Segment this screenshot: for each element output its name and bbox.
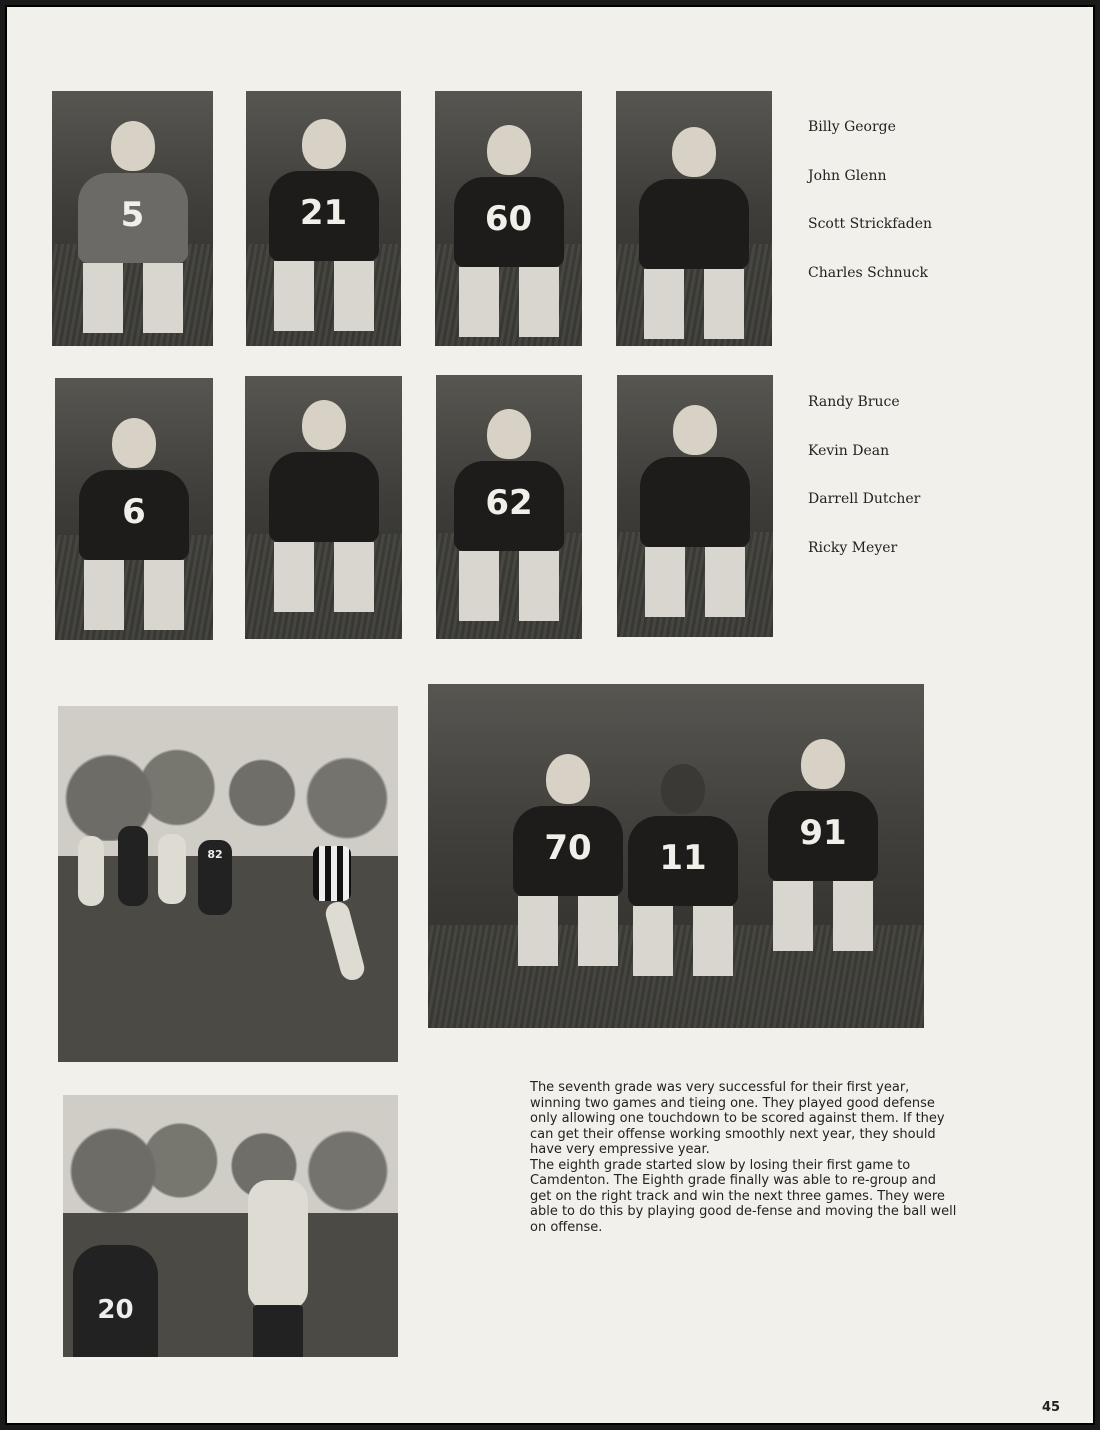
player-name: Kevin Dean (808, 442, 890, 459)
player-photo (245, 376, 402, 639)
player-name: Charles Schnuck (808, 264, 928, 281)
player-photo (436, 375, 582, 639)
player-photo (55, 378, 213, 640)
game-action-photo (58, 706, 398, 1062)
player-name: John Glenn (808, 167, 887, 184)
name-list (808, 117, 1008, 311)
jersey-number: 82 (207, 848, 223, 861)
jersey-number: 11 (659, 838, 707, 878)
player-photo (52, 91, 213, 346)
player-photo (617, 375, 773, 637)
jersey-number: 5 (120, 195, 145, 235)
jersey-number: 70 (544, 828, 592, 868)
sideline-photo (63, 1095, 398, 1357)
jersey-number: 21 (299, 193, 348, 233)
jersey-number: 60 (484, 199, 533, 239)
page-number: 45 (1042, 1400, 1061, 1415)
paragraph-eighth-grade: The eighth grade started slow by losing their first game to Camdenton. The Eighth grade finally was able to re-group and get on the right track and win the next three games. They were able to do this by playing good de-fense and moving the ball well on offense. (530, 1157, 957, 1235)
player-name: Billy George (808, 119, 896, 135)
player-photo (246, 91, 401, 346)
name-list (808, 392, 1008, 586)
paragraph-seventh-grade: The seventh grade was very successful for their first year, winning two games and tieing one. They played good defense only allowing one touchdown to be scored against them. If they can get their offense working smoothly next year, they should have very empressive year. (530, 1080, 945, 1157)
player-photo (435, 91, 582, 346)
player-name: Randy Bruce (808, 394, 900, 410)
player-name: Scott Strickfaden (808, 216, 933, 232)
jersey-number: 6 (122, 492, 146, 532)
player-name: Ricky Meyer (808, 539, 898, 556)
player-name: Darrell Dutcher (808, 491, 921, 507)
article-text (530, 1080, 960, 1235)
jersey-number: 20 (97, 1295, 134, 1325)
player-photo (616, 91, 772, 346)
yearbook-page (7, 7, 1093, 1423)
jersey-number: 91 (799, 813, 847, 853)
jersey-number: 62 (485, 483, 533, 523)
group-photo (428, 684, 924, 1028)
